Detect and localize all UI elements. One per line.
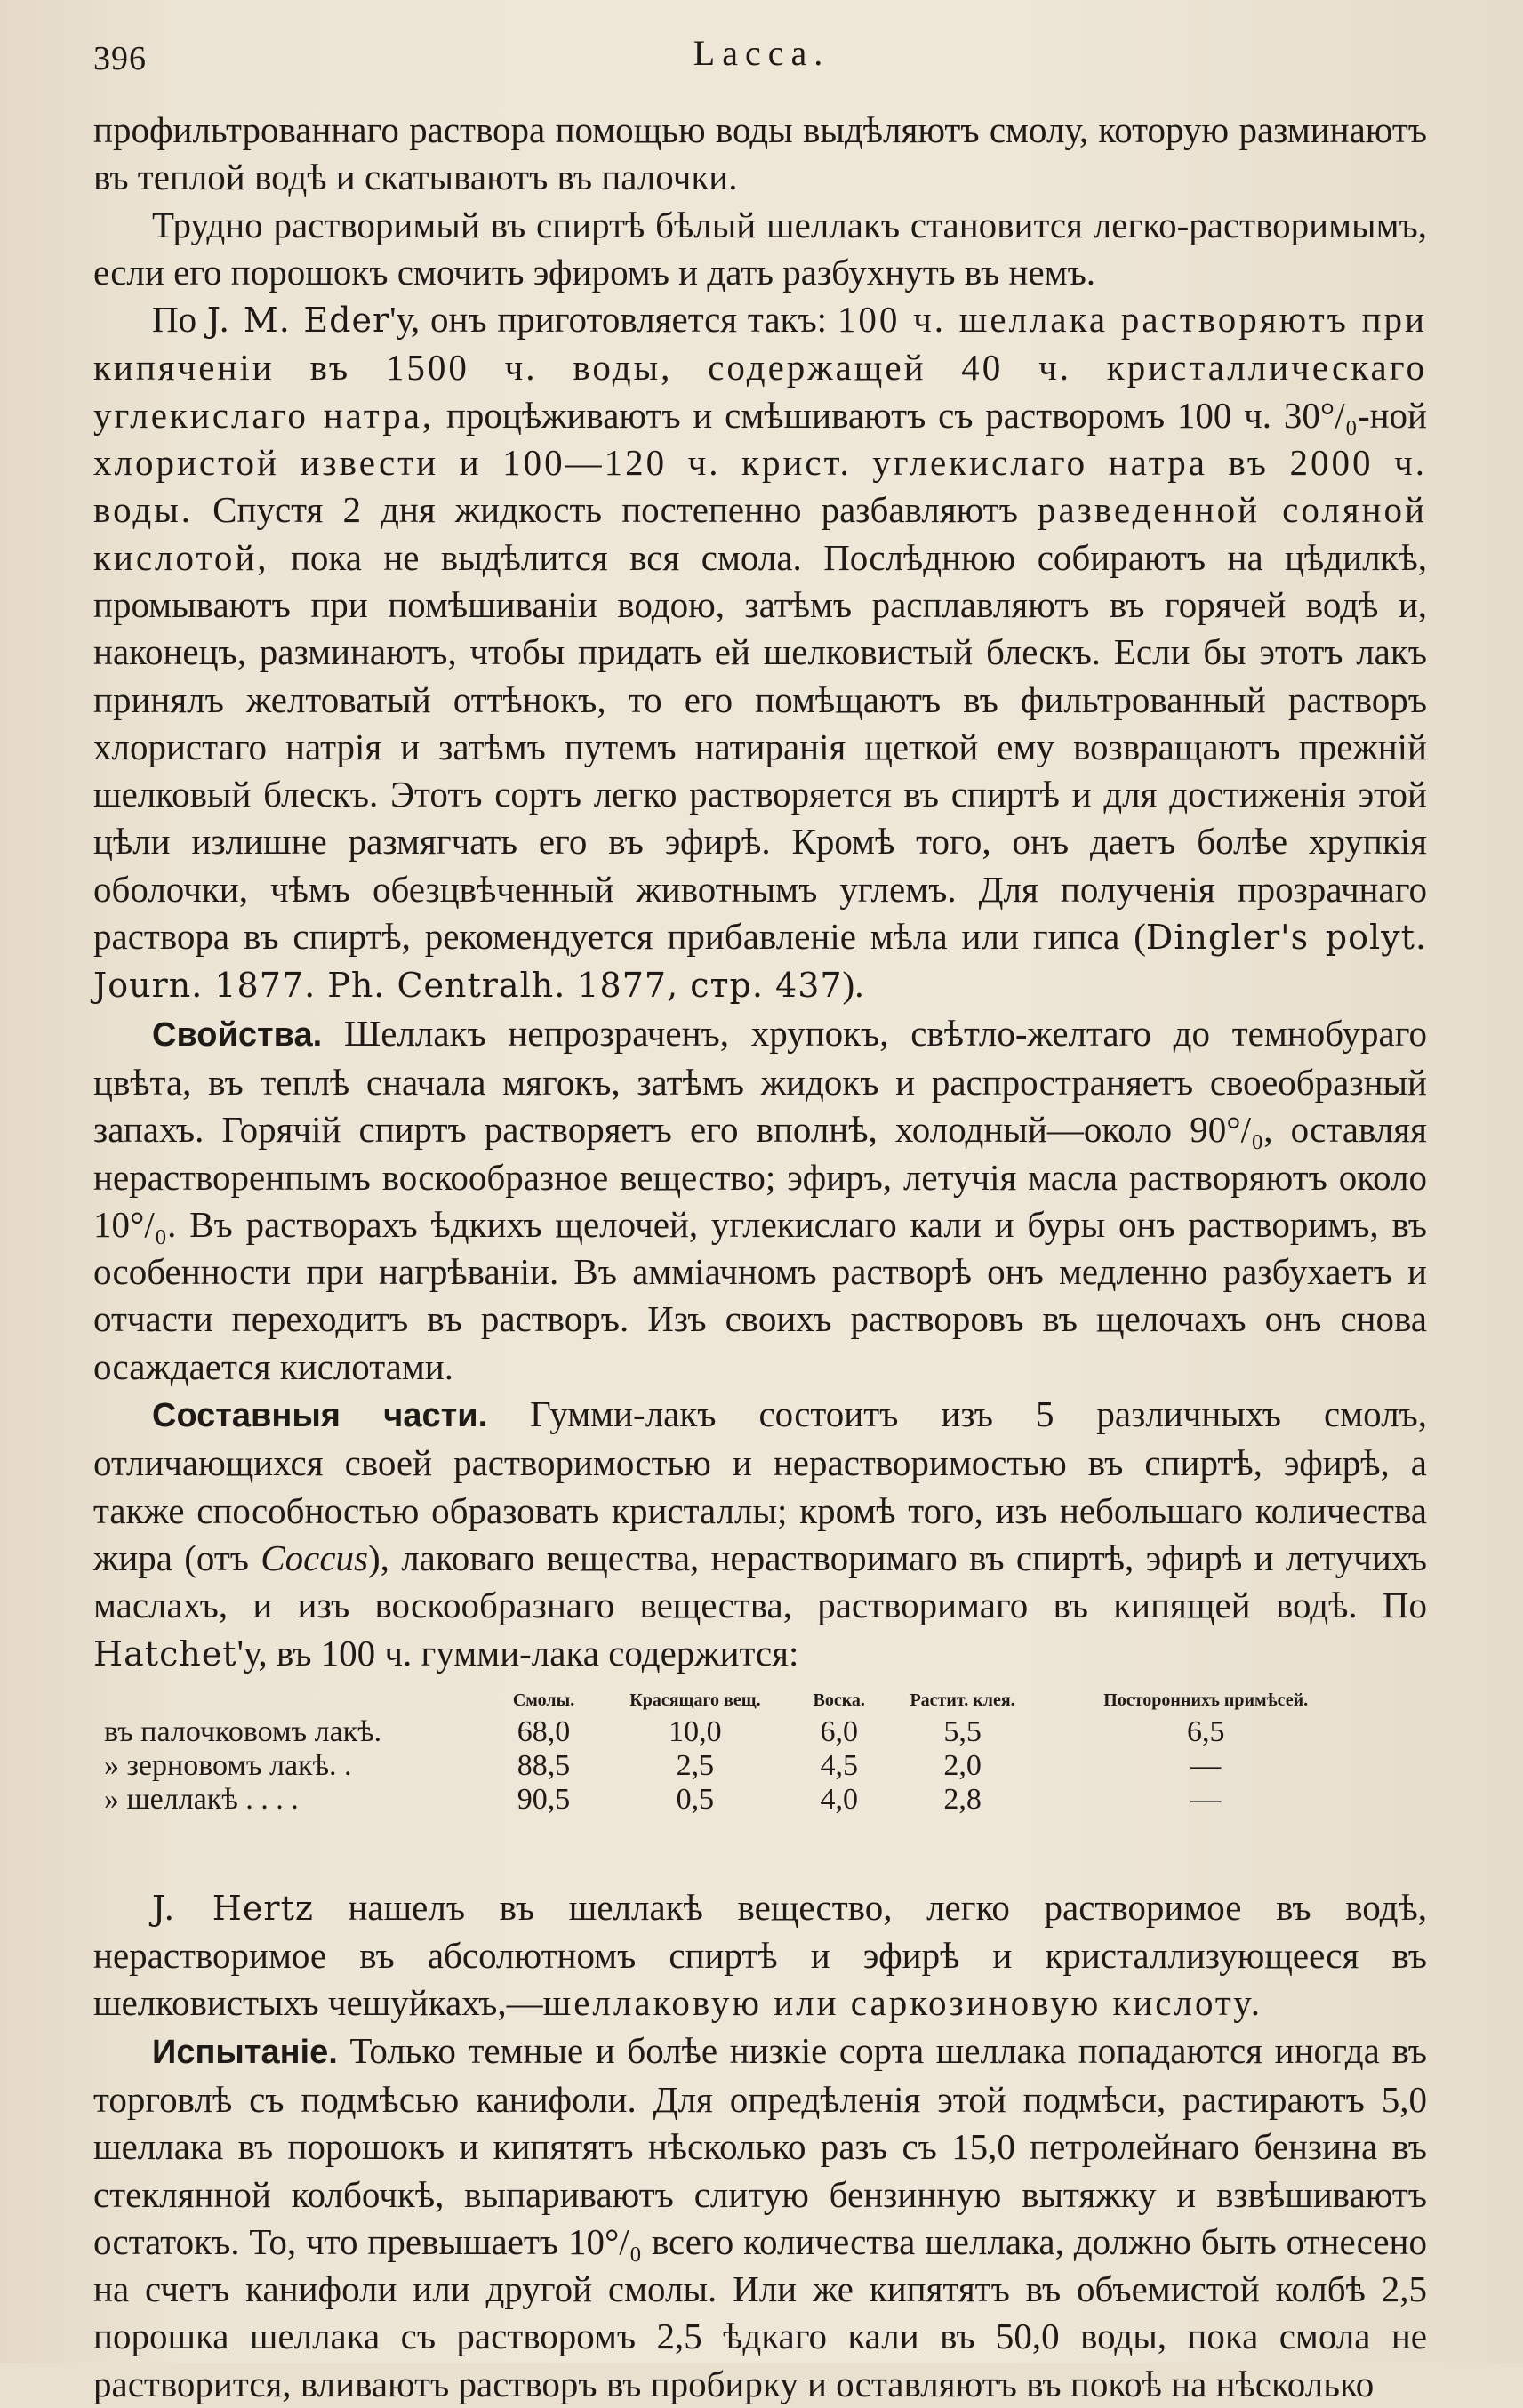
text-run: 'у, онъ приготовляется такъ: (389, 299, 838, 341)
page-header (93, 25, 1430, 78)
table-cell: 6,0 (820, 1714, 858, 1748)
text-run: Спустя 2 дня жидкость постепенно разбавляютъ (193, 489, 1038, 531)
column-header: Постороннихъ примѣсей. (1103, 1690, 1309, 1710)
table-cell: 10,0 (669, 1714, 722, 1748)
table-cell: 68,0 (517, 1714, 571, 1748)
text-run: нашелъ въ шеллакѣ вещество, легко растворимое въ водѣ, нерастворимое въ абсолютномъ спиртѣ и эфирѣ и кристаллизующееся въ шелковистыхъ чешуйкахъ,— (93, 1886, 1427, 2024)
column-header: Красящаго вещ. (629, 1690, 761, 1710)
paragraph-properties (93, 1010, 1427, 1391)
table-cell: 2,0 (943, 1748, 982, 1782)
table-cell: — (1190, 1782, 1222, 1816)
paragraph-constituents (93, 1391, 1427, 1678)
section-heading: Испытаніе. (152, 2033, 338, 2071)
spaced-text: шеллаковую или саркозиновую кислоту. (542, 1982, 1262, 2024)
author-name: J. M. Eder (206, 301, 390, 341)
table-cell: 6,5 (1186, 1714, 1225, 1748)
row-label: въ палочковомъ лакѣ. (104, 1714, 382, 1748)
table-cell: 4,0 (820, 1782, 858, 1816)
text-run: 'у, въ 100 ч. гумми-лака содержится: (236, 1632, 799, 1674)
row-label: » зерновомъ лакѣ. . (104, 1748, 352, 1782)
paragraph-testing (93, 2027, 1427, 2408)
paragraph: профильтрованнаго раствора помощью воды выдѣляютъ смолу, которую разминаютъ въ теплой водѣ и скатываютъ въ палочки. (93, 109, 1427, 198)
spaced-text: хлористой извести и 100—120 ч. крист. углекислаго натра въ 2000 ч. воды. (93, 442, 1427, 531)
text-run: Гумми-лакъ состоитъ изъ 5 различныхъ смолъ, отличающихся своей растворимостью и нерастворимостью въ спиртѣ, эфирѣ, а также способностью образовать кристаллы; кромѣ того, изъ небольшаго количества жира (отъ (93, 1393, 1427, 1578)
table-cell: 4,5 (820, 1748, 858, 1782)
text-run: Шеллакъ непрозраченъ, хрупокъ, свѣтло-желтаго до темнобураго цвѣта, въ теплѣ сначала мягокъ, затѣмъ жидокъ и распространяетъ своеобразный запахъ. Горячій спиртъ растворяетъ его вполнѣ, холодный—около 90°/₀, оставляя нерастворенпымъ воскообразное вещество; эфиръ, летучія масла растворяютъ около 10°/₀. Въ растворахъ ѣдкихъ щелочей, углекислаго кали и буры онъ растворимъ, въ особенности при нагрѣваніи. Въ амміачномъ растворѣ онъ медленно разбухаетъ и отчасти переходитъ въ растворъ. Изъ своихъ растворовъ въ щелочахъ онъ снова осаждается кислотами. (93, 1012, 1427, 1387)
column-header: Воска. (813, 1690, 865, 1710)
page-number: 396 (93, 40, 147, 77)
text-run: Только темные и болѣе низкіе сорта шеллака попадаются иногда въ торговлѣ съ подмѣсью канифоли. Для опредѣленія этой подмѣси, растираютъ 5,0 шеллака въ порошокъ и кипятятъ нѣсколько разъ съ 15,0 петролейнаго бензина въ стеклянной колбочкѣ, выпариваютъ слитую бензинную вытяжку и взвѣшиваютъ остатокъ. То, что превышаетъ 10°/₀ всего количества шеллака, должно быть отнесено на счетъ канифоли или другой смолы. Или же кипятятъ въ объемистой колбѣ 2,5 порошка шеллака съ растворомъ 2,5 ѣдкаго кали въ 50,0 воды, пока смола не растворится, вливаютъ растворъ въ пробирку и оставляютъ въ покоѣ на нѣсколько (93, 2029, 1427, 2404)
author-name: Hatchet (93, 1633, 237, 1674)
spaced-text: разведенной соляной кислотой, (93, 489, 1427, 578)
table-row (104, 1715, 1367, 1749)
table-cell: 90,5 (517, 1782, 571, 1816)
column-header: Смолы. (512, 1690, 575, 1710)
composition-table (104, 1690, 1367, 1817)
paragraph-eder-method (93, 296, 1427, 1009)
author-name: J. Hertz (152, 1888, 314, 1928)
text-run: пока не выдѣлится вся смола. Послѣднюю собираютъ на цѣдилкѣ, промываютъ при помѣшиваніи водою, затѣмъ расплавляютъ въ горячей водѣ и, наконецъ, разминаютъ, чтобы придать ей шелковистый блескъ. Если бы этотъ лакъ принялъ желтоватый оттѣнокъ, то его помѣщаютъ въ фильтрованный растворъ хлористаго натрія и затѣмъ путемъ натиранія щеткой ему возвращаютъ прежній шелковый блескъ. Этотъ сортъ легко растворяется въ спиртѣ и для достиженія этой цѣли излишне размягчать его въ эфирѣ. Кромѣ того, онъ даетъ болѣе хрупкія оболочки, чѣмъ обезцвѣченный животнымъ углемъ. Для полученія прозрачнаго раствора въ спиртѣ, рекомендуется прибавленіе мѣла или гипса ( (93, 536, 1427, 958)
row-label: » шеллакѣ . . . . (104, 1782, 299, 1816)
table-cell: 2,8 (943, 1782, 982, 1816)
table-cell: — (1190, 1748, 1222, 1782)
table-cell: 5,5 (943, 1714, 982, 1748)
text-run: По (152, 299, 207, 341)
table-cell: 0,5 (676, 1782, 715, 1816)
table-row (104, 1749, 1367, 1783)
reference: Dingler's polyt. Journ. 1877. Ph. Centralh. 1877, стр. 437 (93, 918, 1427, 1006)
latin-term: Coccus (261, 1537, 368, 1578)
composition-table-block (93, 1690, 1427, 1850)
text-run: ), лаковаго вещества, нерастворимаго въ спиртѣ, эфирѣ и летучихъ маслахъ, и изъ воскообразнаго вещества, растворимаго въ кипящей водѣ. По (93, 1537, 1428, 1626)
table-cell: 2,5 (676, 1748, 715, 1782)
text-run: ). (842, 964, 864, 1006)
table-cell: 88,5 (517, 1748, 571, 1782)
table-corner (104, 1690, 495, 1715)
running-title: Lacca. (693, 33, 830, 73)
table-header-row (104, 1690, 1367, 1715)
section-heading: Составныя части. (152, 1397, 488, 1435)
section-heading: Свойства. (152, 1015, 323, 1054)
column-header: Растит. клея. (910, 1690, 1015, 1710)
page-body (93, 107, 1427, 2408)
spaced-text: 100 ч. шеллака растворяютъ при кипяченіи въ 1500 ч. воды, содержащей 40 ч. кристаллическаго углекислаго натра, (93, 299, 1427, 436)
table-row (104, 1783, 1367, 1817)
text-run: процѣживаютъ и смѣшиваютъ съ растворомъ 100 ч. 30°/₀-ной (434, 394, 1427, 436)
paragraph-hertz (93, 1884, 1427, 2027)
paragraph: Трудно растворимый въ спиртѣ бѣлый шеллакъ становится легко-растворимымъ, если его порошокъ смочить эфиромъ и дать разбухнуть въ немъ. (93, 204, 1427, 293)
